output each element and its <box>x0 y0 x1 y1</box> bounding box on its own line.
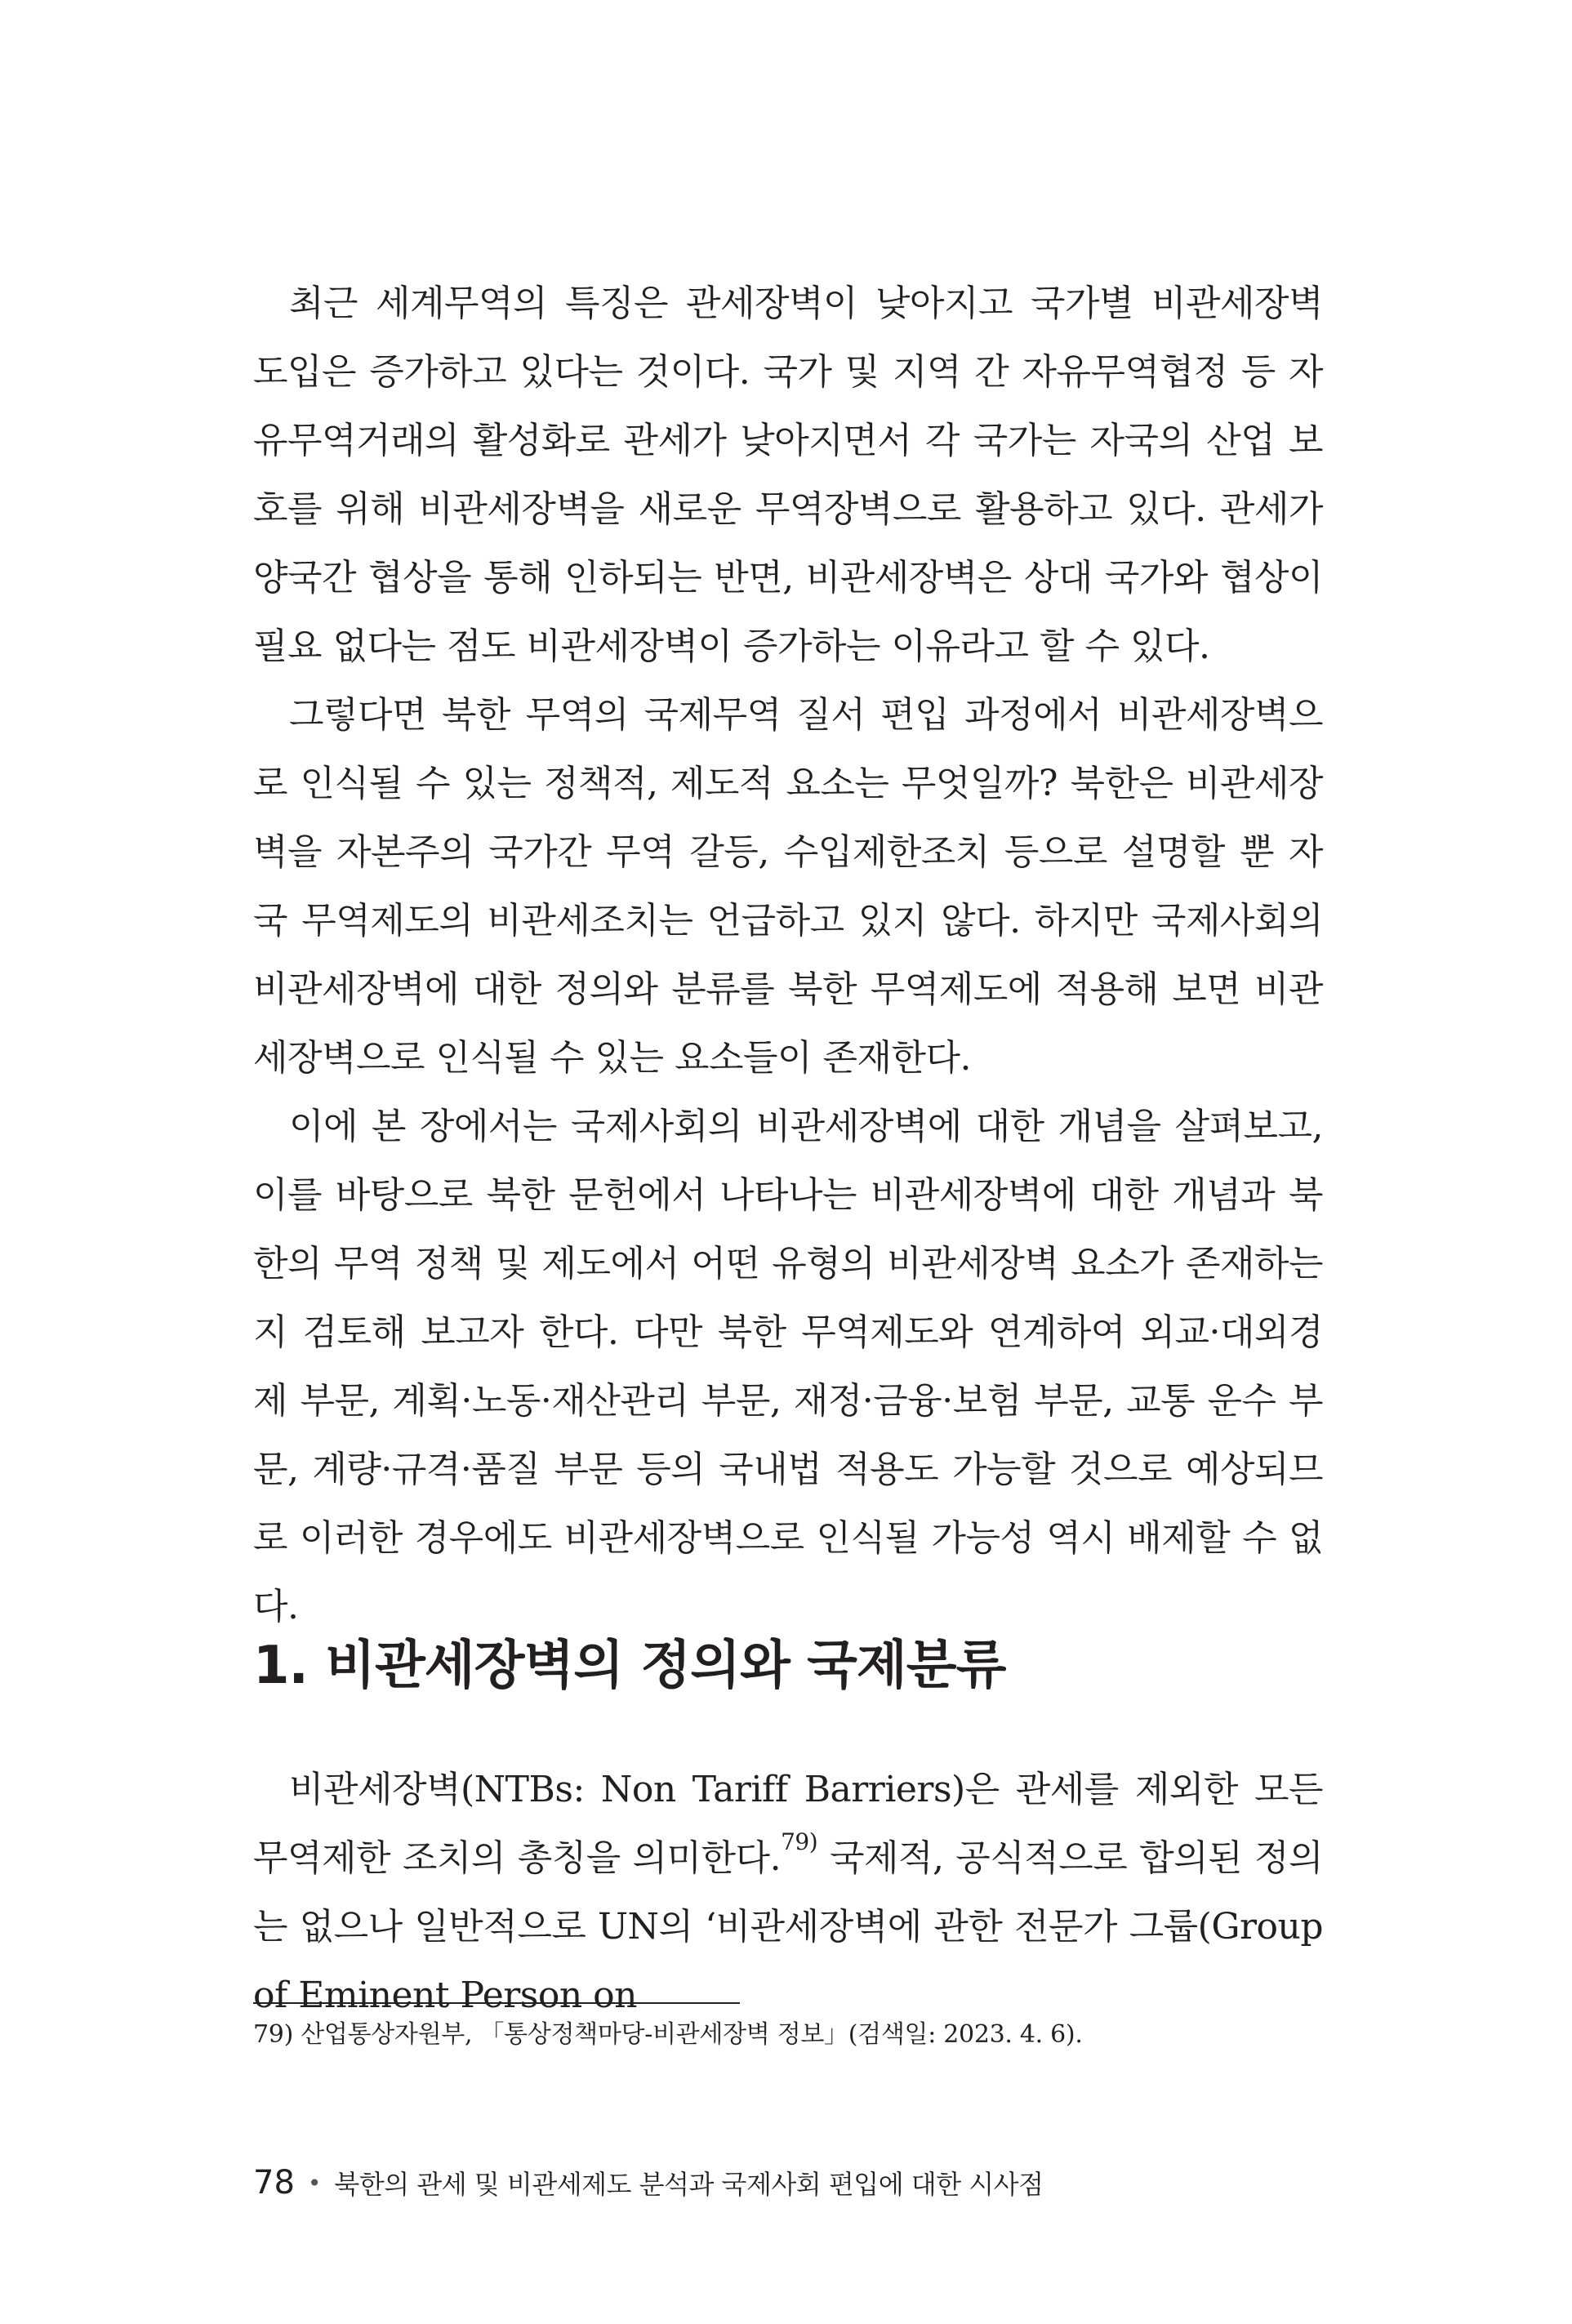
footnote-divider <box>253 2002 740 2004</box>
paragraph: 최근 세계무역의 특징은 관세장벽이 낮아지고 국가별 비관세장벽 도입은 증가하고 있다는 것이다. 국가 및 지역 간 자유무역협정 등 자유무역거래의 활성화로 관세가 낮아지면서 각 국가는 자국의 산업 보호를 위해 비관세장벽을 새로운 무역장벽으로 활용하고 있다. 관세가 양국간 협상을 통해 인하되는 반면, 비관세장벽은 상대 국가와 협상이 필요 없다는 점도 비관세장벽이 증가하는 이유라고 할 수 있다. <box>253 283 1323 667</box>
paragraph-text: 비관세장벽(NTBs: Non Tariff Barriers)은 관세를 제외한 모든 무역제한 조치의 총칭을 의미한다. <box>253 1769 1323 1879</box>
running-title: 북한의 관세 및 비관세제도 분석과 국제사회 편입에 대한 시사점 <box>334 2169 1044 2200</box>
page-number: 78 <box>253 2164 295 2202</box>
footnote: 79) 산업통상자원부, 「통상정책마당-비관세장벽 정보」(검색일: 2023. 4. 6). <box>253 2020 1083 2049</box>
footer-bullet: • <box>307 2169 322 2197</box>
paragraph: 그렇다면 북한 무역의 국제무역 질서 편입 과정에서 비관세장벽으로 인식될 수 있는 정책적, 제도적 요소는 무엇일까? 북한은 비관세장벽을 자본주의 국가간 무역 갈등, 수입제한조치 등으로 설명할 뿐 자국 무역제도의 비관세조치는 언급하고 있지 않다. 하지만 국제사회의 비관세장벽에 대한 정의와 분류를 북한 무역제도에 적용해 보면 비관세장벽으로 인식될 수 있는 요소들이 존재한다. <box>253 694 1324 1079</box>
page-footer <box>253 2162 1044 2203</box>
paragraph: 이에 본 장에서는 국제사회의 비관세장벽에 대한 개념을 살펴보고, 이를 바탕으로 북한 문헌에서 나타나는 비관세장벽에 대한 개념과 북한의 무역 정책 및 제도에서 어떤 유형의 비관세장벽 요소가 존재하는지 검토해 보고자 한다. 다만 북한 무역제도와 연계하여 외교·대외경제 부문, 계획·노동·재산관리 부문, 재정·금융·보험 부문, 교통 운수 부문, 계량·규격·품질 부문 등의 국내법 적용도 가능할 것으로 예상되므로 이러한 경우에도 비관세장벽으로 인식될 가능성 역시 배제할 수 없다. <box>253 1106 1323 1627</box>
section-text <box>253 1756 1323 2030</box>
paragraph <box>253 1756 1323 2030</box>
intro-text <box>253 269 1323 1641</box>
paragraph-text: 국제적, 공식적으로 합의된 정의는 없으나 일반적으로 UN의 ‘비관세장벽에 관한 전문가 그룹(Group of Eminent Person on <box>253 1837 1324 2016</box>
section-heading: 1. 비관세장벽의 정의와 국제분류 <box>253 1636 1006 1696</box>
footnote-reference[interactable]: 79) <box>781 1828 818 1855</box>
